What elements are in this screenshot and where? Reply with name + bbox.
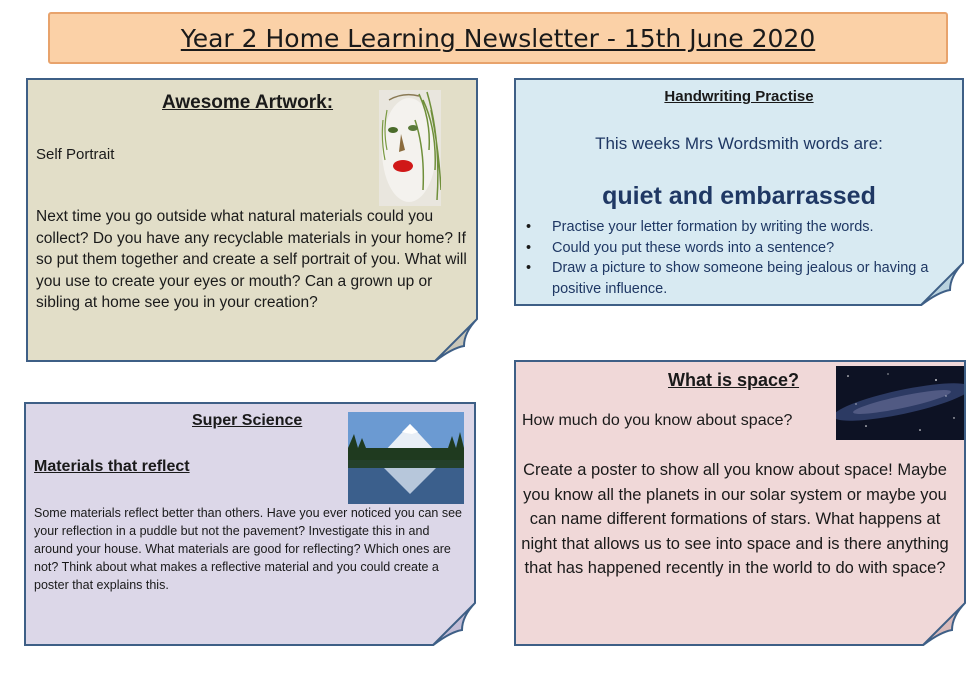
newsletter-banner	[48, 12, 948, 64]
artwork-body: Next time you go outside what natural materials could you collect? Do you have any recyclable materials in your home? If so put them together and create a self portrait of you. What will you use to create your eyes or mouth? Can a grown up or sibling at home see you in your creation?	[36, 208, 467, 311]
space-question: How much do you know about space?	[522, 412, 793, 429]
page-curl-icon	[920, 262, 964, 306]
list-item: • Practise your letter formation by writing the words.	[522, 217, 942, 238]
handwriting-card	[514, 78, 964, 306]
handwriting-title: Handwriting Practise	[664, 88, 814, 105]
list-item: • Draw a picture to show someone being jealous or having a positive influence.	[522, 258, 942, 299]
artwork-title: Awesome Artwork:	[162, 92, 334, 113]
handwriting-intro: This weeks Mrs Wordsmith words are:	[595, 134, 883, 153]
artwork-card	[26, 78, 478, 362]
page-curl-icon	[434, 318, 478, 362]
list-item: • Could you put these words into a sentence?	[522, 238, 942, 259]
science-body: Some materials reflect better than others. Have you ever noticed you can see your reflection in a puddle but not the pavement? Investigate this in and around your house. What materials are good for reflecting? Which ones are not? Think about what makes a reflective material and you could create a poster that explains this.	[34, 506, 463, 592]
science-card	[24, 402, 476, 646]
science-subtitle: Materials that reflect	[34, 458, 190, 475]
space-body: Create a poster to show all you know about space! Maybe you know all the planets in our solar system or maybe you can name different formations of stars. What happens at night that allows us to see into space and is there anything that has happened recently in the world to do with space?	[521, 461, 949, 577]
space-card	[514, 360, 966, 646]
mountain-reflection-image	[348, 412, 464, 504]
space-title: What is space?	[668, 370, 800, 390]
artwork-subtitle: Self Portrait	[36, 146, 115, 163]
galaxy-image	[836, 366, 964, 440]
science-title: Super Science	[192, 412, 303, 429]
portrait-image	[379, 90, 441, 206]
page-curl-icon	[922, 602, 966, 646]
handwriting-list	[522, 217, 942, 299]
page-curl-icon	[432, 602, 476, 646]
wordsmith-words: quiet and embarrassed	[602, 182, 876, 210]
newsletter-title: Year 2 Home Learning Newsletter - 15th June 2020	[180, 23, 816, 53]
